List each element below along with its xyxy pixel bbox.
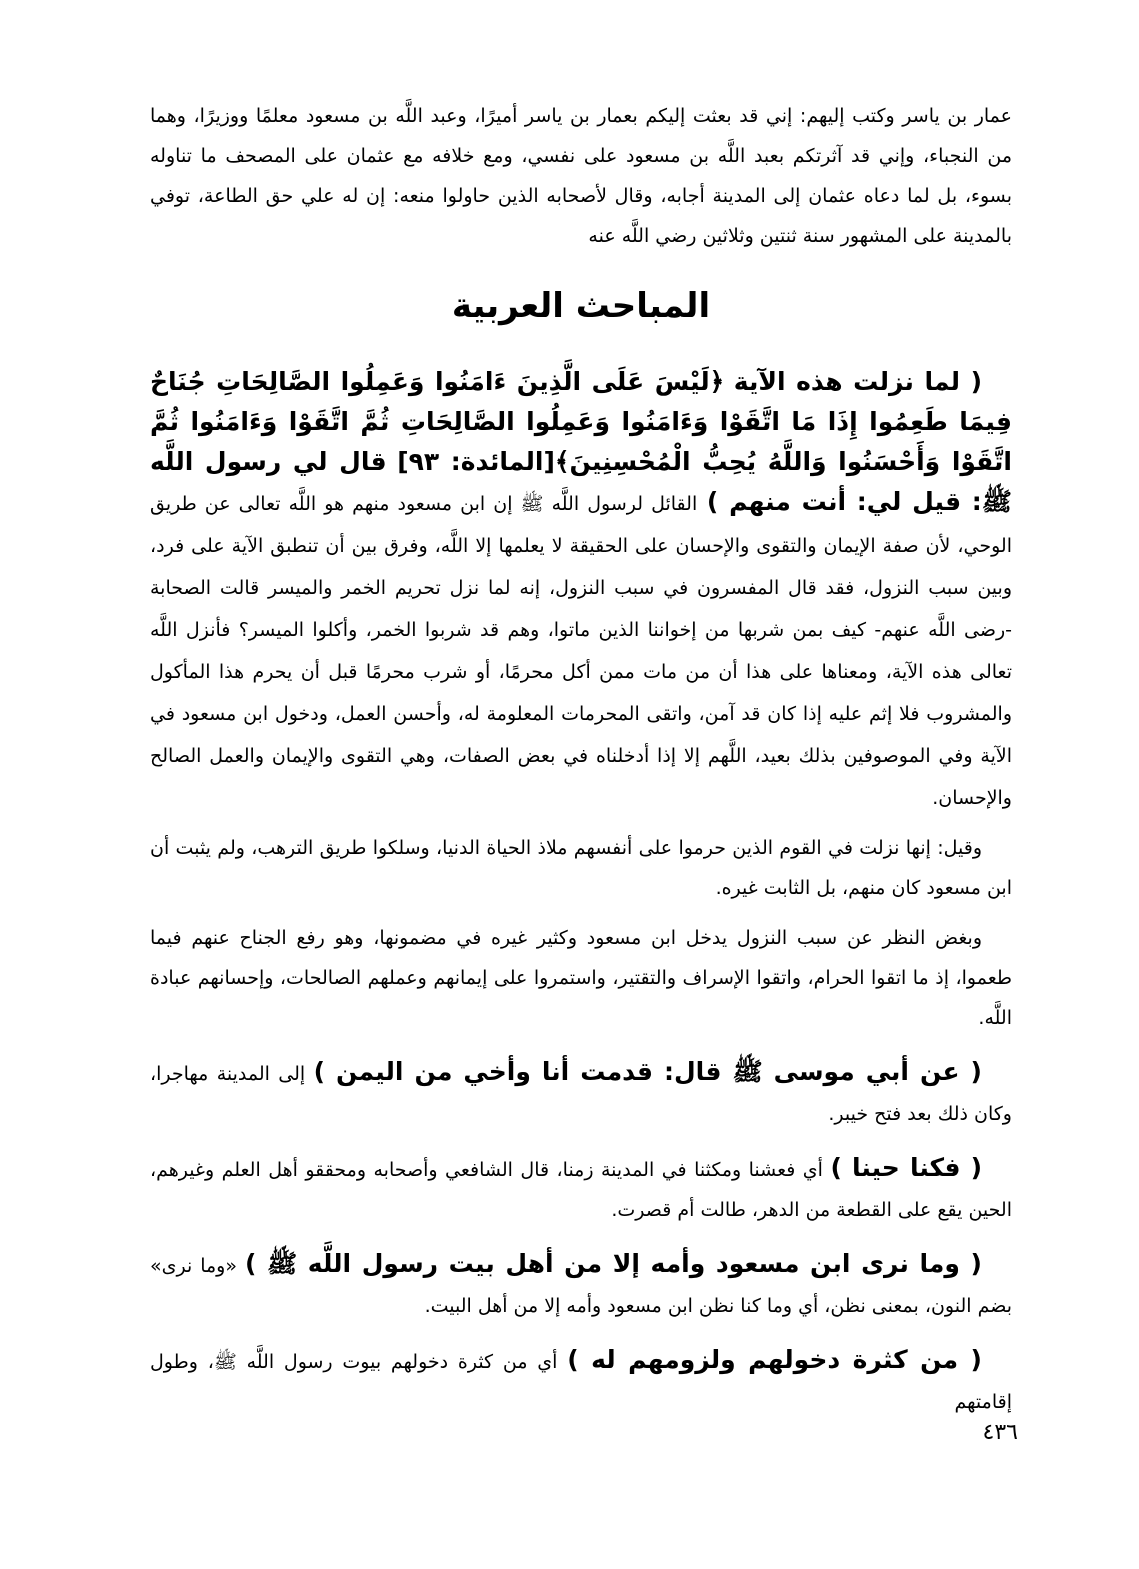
lemma-lead: لما نزلت هذه الآية (733, 367, 961, 396)
commentary-text: أي من كثرة دخولهم بيوت رسول اللَّه ﷺ، وطول إقامتهم (150, 1351, 1012, 1413)
paragraph-general-meaning: وبغض النظر عن سبب النزول يدخل ابن مسعود وكثير غيره في مضمونها، وهو رفع الجناح عنهم فيما طعموا، إذ ما اتقوا الحرام، واتقوا الإسراف والتقتير، واستمروا على إيمانهم وعملهم الصالحات، وإحسانهم عبادة اللَّه. (150, 927, 1012, 1029)
open-paren: ( (959, 1057, 982, 1086)
close-paren: ) (244, 1249, 267, 1278)
page-number: ٤٣٦ (982, 1420, 1018, 1445)
section-abu-musa (150, 1052, 1012, 1134)
commentary-text: القائل لرسول اللَّه ﷺ إن ابن مسعود منهم هو اللَّه تعالى عن طريق الوحي، لأن صفة الإيمان والتقوى والإحسان على الحقيقة لا يعلمها إلا اللَّه، وفرق بين أن تنطبق الآية على فرد، وبين سبب النزول، فقد قال المفسرون في سبب النزول، إنه لما نزل تحريم الخمر والميسر قالت الصحابة -رضى اللَّه عنهم- كيف بمن شربها من إخواننا الذين ماتوا، وهم قد شربوا الخمر، وأكلوا الميسر؟ فأنزل اللَّه تعالى هذه الآية، ومعناها على هذا أن من مات ممن أكل محرمًا، أو شرب محرمًا قبل أن يحرم هذا المأكول والمشروب فلا إثم عليه إذا كان قد آمن، واتقى المحرمات المعلومة له، وأحسن العمل، ودخول ابن مسعود في الآية وفي الموصوفين بذلك بعيد، اللَّهم إلا إذا أدخلناه في بعض الصفات، وهي التقوى والإيمان والعمل الصالح والإحسان. (150, 493, 1012, 809)
lemma-lead: وما نرى ابن مسعود وأمه إلا من أهل بيت رسول اللَّه ﷺ (266, 1249, 960, 1278)
lemma-lead: عن أبي موسى ﷺ قال: قدمت أنا وأخي من اليمن (336, 1057, 960, 1086)
quran-verse: ﴿لَيْسَ عَلَى الَّذِينَ ءَامَنُوا وَعَمِلُوا الصَّالِحَاتِ جُنَاحٌ فِيمَا طَعِمُوا إِذَا مَا اتَّقَوْا وَءَامَنُوا وَعَمِلُوا الصَّالِحَاتِ ثُمَّ اتَّقَوْا وَءَامَنُوا ثُمَّ اتَّقَوْا وَأَحْسَنُوا وَاللَّهُ يُحِبُّ الْمُحْسِنِينَ﴾ (150, 367, 1013, 476)
close-paren: ) (313, 1057, 337, 1086)
open-paren: ( (960, 367, 983, 396)
lemma-quote: قال لي رسول اللَّه ﷺ: قيل لي: أنت منهم (150, 447, 1012, 516)
verse-reference: [المائدة: ٩٣] (397, 447, 555, 476)
section-frequent-visits (150, 1340, 1012, 1422)
lemma-lead: فكنا حينا (852, 1153, 961, 1182)
commentary-text: إلى المدينة مهاجرا، وكان ذلك بعد فتح خيبر. (150, 1063, 1012, 1125)
open-paren: ( (959, 1249, 982, 1278)
close-paren: ) (706, 487, 730, 516)
section-title: المباحث العربية (451, 286, 711, 326)
open-paren: ( (958, 1345, 982, 1374)
lemma-lead: من كثرة دخولهم ولزومهم له (591, 1345, 959, 1374)
section-ayah-explanation (150, 362, 1012, 818)
close-paren: ) (830, 1153, 852, 1182)
commentary-text: «وما نرى» بضم النون، بمعنى نظن، أي وما كنا نظن ابن مسعود وأمه إلا من أهل البيت. (150, 1255, 1012, 1317)
paragraph-alternative-reason: وقيل: إنها نزلت في القوم الذين حرموا على أنفسهم ملاذ الحياة الدنيا، وسلكوا طريق الترهب، ولم يثبت أن ابن مسعود كان منهم، بل الثابت غيره. (150, 837, 1012, 899)
close-paren: ) (567, 1345, 592, 1374)
open-paren: ( (960, 1153, 983, 1182)
intro-paragraph: عمار بن ياسر وكتب إليهم: إني قد بعثت إليكم بعمار بن ياسر أميرًا، وعبد اللَّه بن مسعود معلمًا ووزيرًا، وهما من النجباء، وإني قد آثرتكم بعبد اللَّه بن مسعود على نفسي، ومع خلافه مع عثمان على المصحف ما تناوله بسوء، بل لما دعاه عثمان إلى المدينة أجابه، وقال لأصحابه الذين حاولوا منعه: إن له علي حق الطاعة، توفي بالمدينة على المشهور سنة ثنتين وثلاثين رضي اللَّه عنه (150, 105, 1012, 247)
page-body (150, 96, 1012, 1422)
commentary-text: أي فعشنا ومكثنا في المدينة زمنا، قال الشافعي وأصحابه ومحققو أهل العلم وغيرهم، الحين يقع على القطعة من الدهر، طالت أم قصرت. (150, 1159, 1012, 1221)
section-fakunna-hina (150, 1148, 1012, 1230)
section-ahl-al-bayt (150, 1244, 1012, 1326)
